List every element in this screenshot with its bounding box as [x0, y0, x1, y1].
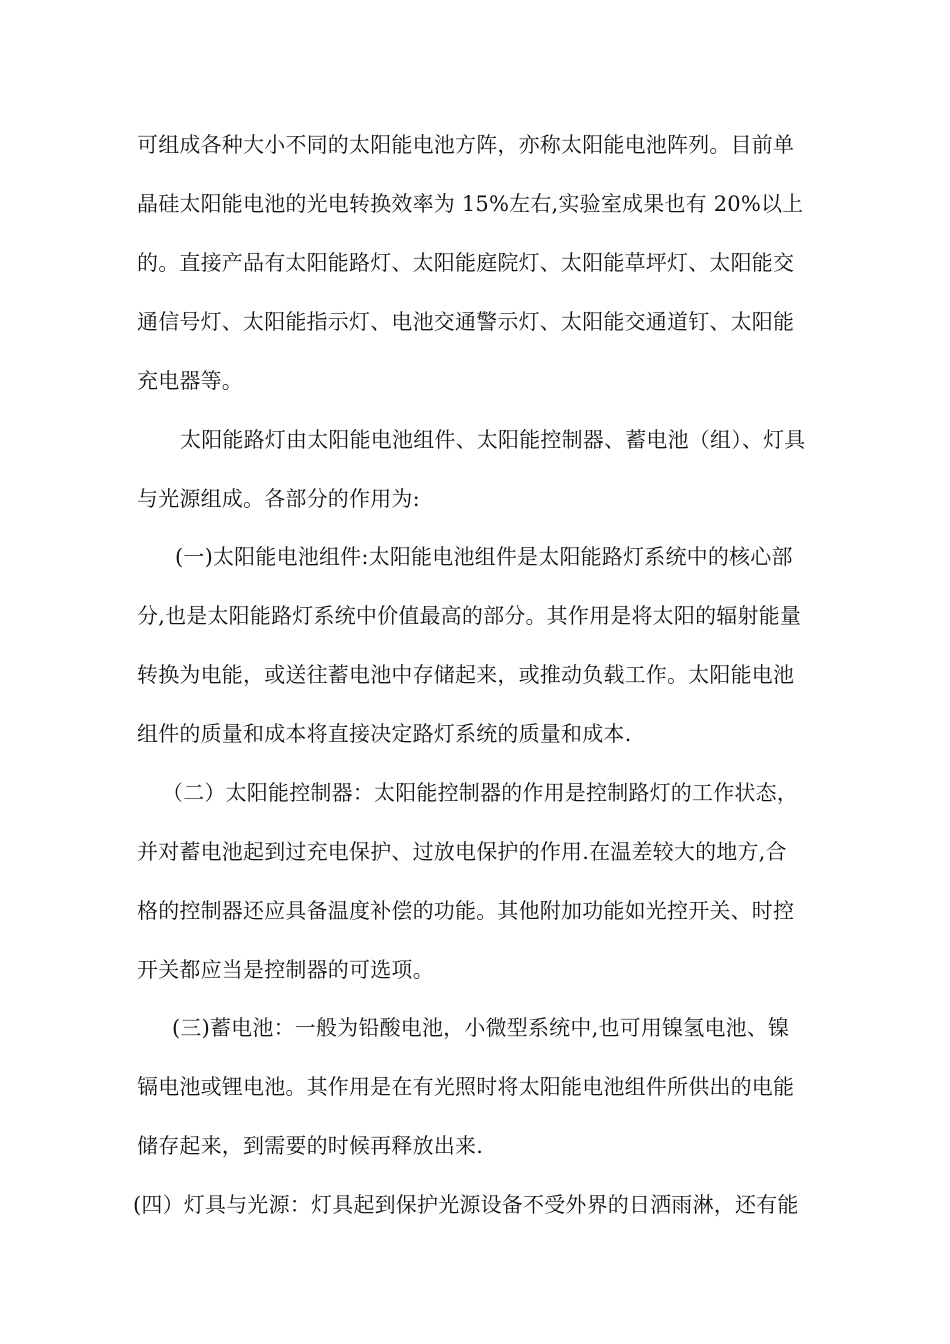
text-line: 充电器等。	[137, 369, 243, 393]
text-line: 通信号灯、太阳能指示灯、电池交通警示灯、太阳能交通道钉、太阳能	[137, 310, 795, 334]
text-line: (三)蓄电池：一般为铅酸电池，小微型系统中,也可用镍氢电池、镍	[172, 1016, 790, 1040]
text-line: 太阳能路灯由太阳能电池组件、太阳能控制器、蓄电池（组）、灯具	[180, 428, 806, 452]
text-line: 格的控制器还应具备温度补偿的功能。其他附加功能如光控开关、时控	[137, 899, 795, 923]
text-line: 的。直接产品有太阳能路灯、太阳能庭院灯、太阳能草坪灯、太阳能交	[137, 251, 795, 275]
text-line: (一)太阳能电池组件:太阳能电池组件是太阳能路灯系统中的核心部	[175, 545, 793, 569]
text-line: （二）太阳能控制器：太阳能控制器的作用是控制路灯的工作状态，	[162, 781, 798, 805]
text-line: 镉电池或锂电池。其作用是在有光照时将太阳能电池组件所供出的电能	[137, 1075, 795, 1099]
text-line: 分,也是太阳能路灯系统中价值最高的部分。其作用是将太阳的辐射能量	[137, 604, 802, 628]
text-line: (四）灯具与光源：灯具起到保护光源设备不受外界的日洒雨淋，还有能	[133, 1193, 799, 1217]
text-line: 开关都应当是控制器的可选项。	[137, 958, 434, 982]
text-line: 储存起来，到需要的时候再释放出来.	[137, 1134, 484, 1158]
text-line: 与光源组成。各部分的作用为:	[137, 487, 420, 511]
text-line: 组件的质量和成本将直接决定路灯系统的质量和成本.	[137, 722, 632, 746]
text-line: 可组成各种大小不同的太阳能电池方阵，亦称太阳能电池阵列。目前单	[137, 133, 795, 157]
text-line: 转换为电能，或送往蓄电池中存储起来，或推动负载工作。太阳能电池	[137, 663, 795, 687]
text-line: 晶硅太阳能电池的光电转换效率为 15%左右,实验室成果也有 20%以上	[137, 192, 804, 216]
text-line: 并对蓄电池起到过充电保护、过放电保护的作用.在温差较大的地方,合	[137, 840, 787, 864]
